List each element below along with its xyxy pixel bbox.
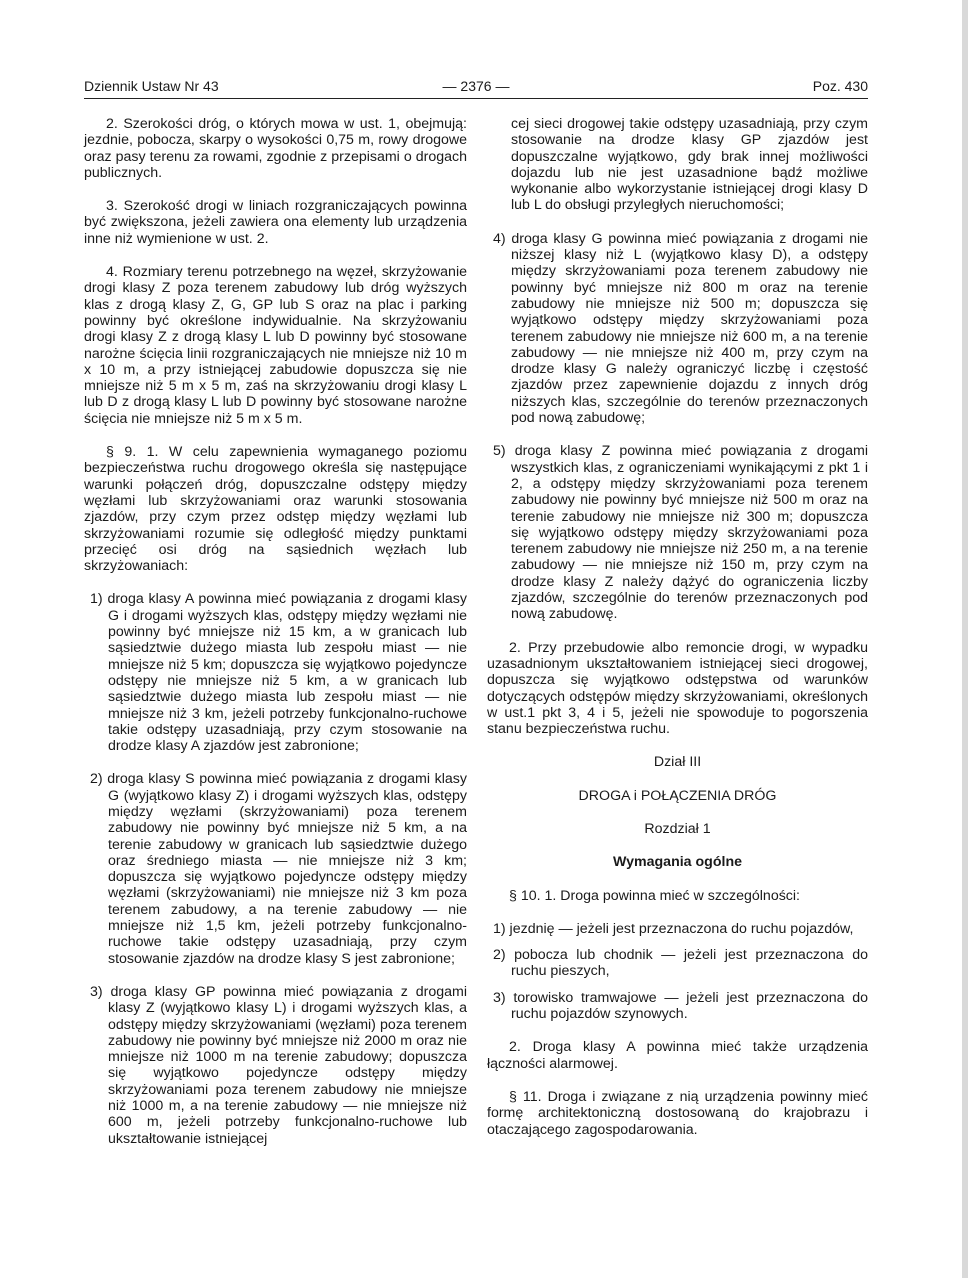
paragraph-ust-2: 2. Szerokości dróg, o których mowa w ust. 1, obejmują: jezdnie, pobocza, skarpy o wysokości 0,75 m, rowy drogowe oraz pasy terenu za rowami, zgodnie z przepisami o drogach publicznych. (84, 116, 467, 181)
division-title: DROGA i POŁĄCZENIA DRÓG (578, 787, 777, 804)
page-number: — 2376 — (442, 78, 510, 94)
position-number: Poz. 430 (812, 78, 868, 94)
paragraph-section-9: § 9. 1. W celu zapewnienia wymaganego poziomu bezpieczeństwa ruchu drogowego określa się następujące warunki połączeń dróg, dopuszczalne odstępy między węzłami lub skrzyżowaniami oraz warunki stosowania zjazdów, przy czym przez odstęp między węzłami lub skrzyżowaniami rozumie się odległość między punktami przecięć osi dróg na sąsiednich węzłach lub skrzyżowaniach: (84, 444, 467, 575)
list-item-3-continued: cej sieci drogowej takie odstępy uzasadniają, przy czym stosowanie na drodze klasy GP zjazdów jest dopuszczalne wyjątkowo, gdy brak innej możliwości dojazdu lub nie jest uzasadnione bądź możliwe wykonanie albo wykorzystanie istniejącej drogi klasy D lub L do obsługi przyległych nieruchomości; (511, 116, 868, 214)
list-item-5: 5) droga klasy Z powinna mieć powiązania z drogami wszystkich klas, z ograniczeniami wynikającymi z pkt 1 i 2, a odstępy między skrzyżowaniami poza terenem zabudowy nie powinny być mniejsze niż 500 m oraz na terenie zabudowy nie mniejsze niż 300 m; dopuszcza się wyjątkowo odstępy między skrzyżowaniami poza terenem zabudowy nie mniejsze niż 250 m, a na terenie zabudowy — nie mniejsze niż 150 m, przy czym na drodze klasy Z należy dążyć do ograniczenia liczby zjazdów, szczególnie do terenów przeznaczonych pod nową zabudowę. (493, 443, 868, 623)
list-item-3: 3) droga klasy GP powinna mieć powiązania z drogami klasy Z (wyjątkowo klasy L) i drogami wyższych klas, a odstępy między skrzyżowaniami (węzłami) poza terenem zabudowy nie powinny być mniejsze niż 2000 m oraz nie mniejsze niż 1000 m na terenie zabudowy; dopuszcza się wyjątkowo pojedyncze odstępy między skrzyżowaniami poza terenem zabudowy nie mniejsze niż 1000 m, a na terenie zabudowy — nie mniejsze niż 600 m, jeżeli potrzeby funkcjonalno-ruchowe lub ukształtowanie istniejącej (90, 983, 467, 1147)
list-item-4: 4) droga klasy G powinna mieć powiązania z drogami nie niższej klasy niż L (wyjątkowo klasy D), a odstępy między skrzyżowaniami poza terenem zabudowy nie powinny być mniejsze niż 800 m oraz na terenie zabudowy nie mniejsze niż 500 m; dopuszcza się wyjątkowo odstępy między skrzyżowaniami poza terenem zabudowy nie mniejsze niż 600 m, a na terenie zabudowy — nie mniejsze niż 400 m, przy czym na drodze klasy G należy ograniczyć liczbę i częstość zjazdów przez zapewnienie dojazdu z innych dróg niższych klas, szczególnie do terenów przeznaczonych pod nową zabudowę; (493, 230, 868, 427)
paragraph-section-11: § 11. Droga i związane z nią urządzenia powinny mieć formę architektoniczną dostosowaną do krajobrazu i otaczającego zagospodarowania. (487, 1088, 868, 1138)
header-divider (84, 98, 868, 99)
chapter-title: Wymagania ogólne (612, 854, 743, 871)
list-item-2: 2) droga klasy S powinna mieć powiązania z drogami klasy G (wyjątkowo klasy Z) i drogami wyższych klas, odstępy między węzłami (skrzyżowaniami) poza terenem zabudowy nie powinny być mniejsze niż 5 km, a na terenie zabudowy w granicach lub sąsiedztwie dużego oraz średniego miasta — nie mniejsze niż 3 km; dopuszcza się wyjątkowo pojedyncze odstępy między węzłami (skrzyżowaniami) nie mniejsze niż 3 km poza terenem zabudowy, a na terenie zabudowy — nie mniejsze niż 1,5 km, jeżeli potrzeby funkcjonalno-ruchowe takie odstępy uzasadniają, przy czym stosowanie zjazdów na drodze klasy S jest zabronione; (90, 771, 467, 967)
section-10-item-3: 3) torowisko tramwajowe — jeżeli jest przeznaczona do ruchu pojazdów szynowych. (493, 989, 868, 1023)
division-label: Dział III (653, 754, 702, 771)
scan-edge (962, 0, 968, 1278)
journal-title: Dziennik Ustaw Nr 43 (84, 78, 219, 94)
section-10-item-1: 1) jezdnię — jeżeli jest przeznaczona do ruchu pojazdów, (493, 920, 854, 937)
paragraph-ust-3: 3. Szerokość drogi w liniach rozgraniczających powinna być zwiększona, jeżeli zawiera ona elementy lub urządzenia inne niż wymienione w ust. 2. (84, 198, 467, 247)
paragraph-ust-2-right: 2. Przy przebudowie albo remoncie drogi, w wypadku uzasadnionym ukształtowaniem istniejącej sieci drogowej, dopuszcza się wyjątkowo odstępstwa od warunków dotyczących odstępów między skrzyżowaniami, określonych w ust.1 pkt 3, 4 i 5, jeżeli nie spowoduje to pogorszenia stanu bezpieczeństwa ruchu. (487, 639, 868, 738)
paragraph-section-10: § 10. 1. Droga powinna mieć w szczególności: (509, 887, 800, 904)
right-column (487, 116, 868, 1155)
paragraph-section-10-ust-2: 2. Droga klasy A powinna mieć także urządzenia łączności alarmowej. (487, 1039, 868, 1072)
left-column (84, 116, 467, 1164)
section-10-item-2: 2) pobocza lub chodnik — jeżeli jest przeznaczona do ruchu pieszych, (493, 947, 868, 980)
chapter-label: Rozdział 1 (644, 820, 711, 837)
paragraph-ust-4: 4. Rozmiary terenu potrzebnego na węzeł, skrzyżowanie drogi klasy Z poza terenem zabudowy lub dróg wyższych klas z drogą klasy Z, G, GP lub S oraz na plac i parking powinny być określone indywidualnie. Na skrzyżowaniu drogi klasy Z z drogą klasy L lub D powinny być stosowane narożne ścięcia linii rozgraniczających nie mniejsze niż 10 m x 10 m, a przy istniejącej zabudowie dopuszcza się nie mniejsze niż 5 m x 5 m, zaś na skrzyżowaniu drogi klasy L lub D z drogą klasy L lub D powinny być stosowane narożne ścięcia nie mniejsze niż 5 m x 5 m. (84, 264, 467, 427)
page-header (84, 78, 868, 100)
list-item-1: 1) droga klasy A powinna mieć powiązania z drogami klasy G i drogami wyższych klas, odstępy między węzłami nie powinny być mniejsze niż 15 km, a w granicach lub sąsiedztwie dużego miasta lub zespołu miast — nie mniejsze niż 5 km; dopuszcza się wyjątkowo pojedyncze odstępy nie mniejsze niż 5 km, a w granicach lub sąsiedztwie dużego miasta lub zespołu miast — nie mniejsze niż 3 km, jeżeli potrzeby funkcjonalno-ruchowe takie odstępy uzasadniają, przy czym stosowanie na drodze klasy A zjazdów jest zabronione; (90, 591, 467, 755)
